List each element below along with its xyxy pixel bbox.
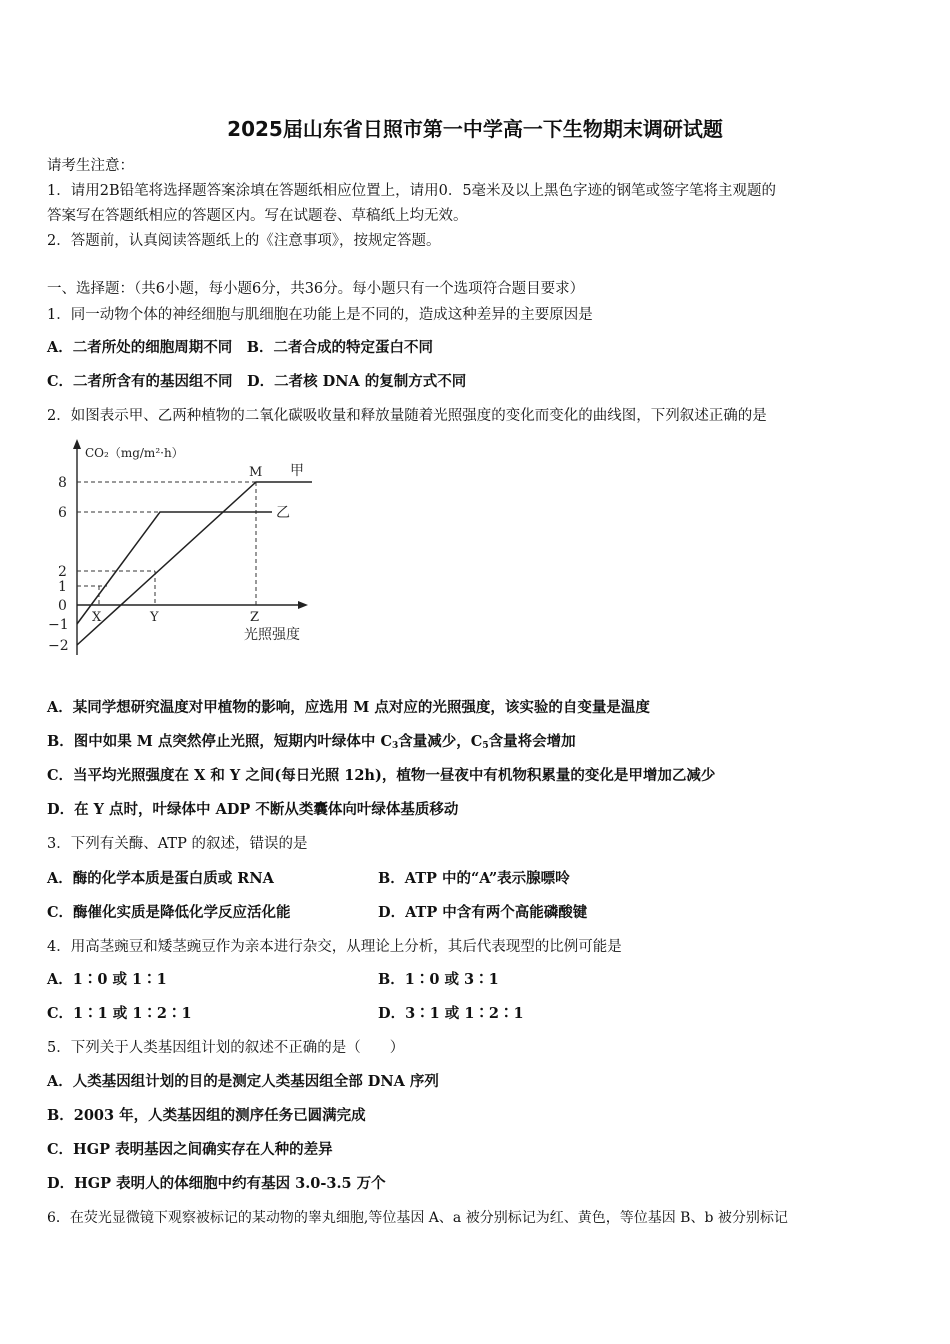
question-6-stem: 6．在荧光显微镜下观察被标记的某动物的睾丸细胞,等位基因 A、a 被分别标记为红、黄色，等位基因 B、b 被分别标记 (47, 1210, 788, 1226)
y-tick-neg2: −2 (48, 638, 69, 654)
y-tick-1: 1 (58, 579, 67, 595)
question-2-option-b: B．图中如果 M 点突然停止光照，短期内叶绿体中 $C_3$含量减少，$C_5$含量将会增加 (47, 733, 576, 751)
section-heading: 一、选择题：（共6小题，每小题6分，共36分。每小题只有一个选项符合题目要求） (47, 281, 585, 297)
notice-heading: 请考生注意： (47, 158, 134, 174)
notice-line-1: 1．请用2B铅笔将选择题答案涂填在答题纸相应位置上，请用0．5毫米及以上黑色字迹的钢笔或签字笔将主观题的 (47, 183, 777, 199)
question-3-option-d: D．ATP 中含有两个高能磷酸键 (378, 904, 588, 921)
x-tick-z: Z (250, 610, 260, 625)
question-2-option-d: D．在 Y 点时，叶绿体中 ADP 不断从类囊体向叶绿体基质移动 (47, 801, 459, 818)
x-axis-arrow (298, 601, 308, 609)
question-4-option-d: D．3∶1 或 1∶2∶1 (378, 1005, 524, 1022)
question-4-option-c: C．1∶1 或 1∶2∶1 (47, 1005, 192, 1022)
question-5-option-a: A．人类基因组计划的目的是测定人类基因组全部 DNA 序列 (47, 1073, 439, 1090)
question-2-stem: 2．如图表示甲、乙两种植物的二氧化碳吸收量和释放量随着光照强度的变化而变化的曲线图，下列叙述正确的是 (47, 408, 767, 424)
co2-light-chart (40, 435, 320, 665)
question-4-stem: 4．用高茎豌豆和矮茎豌豆作为亲本进行杂交，从理论上分析，其后代表现型的比例可能是 (47, 939, 622, 955)
series-yi-label: 乙 (276, 505, 290, 521)
question-1-options-ab: A．二者所处的细胞周期不同 B．二者合成的特定蛋白不同 (47, 339, 434, 356)
y-axis-label: CO₂（mg/m²·h） (85, 446, 184, 460)
question-3-option-b: B．ATP 中的“A”表示腺嘌呤 (378, 870, 570, 887)
question-5-option-d: D．HGP 表明人的体细胞中约有基因 3.0-3.5 万个 (47, 1175, 386, 1192)
y-tick-0: 0 (58, 598, 67, 614)
question-2-option-c: C．当平均光照强度在 X 和 Y 之间(每日光照 12h)，植物一昼夜中有机物积累量的变化是甲增加乙减少 (47, 767, 716, 784)
y-axis-arrow (73, 439, 81, 449)
question-4-option-b: B．1∶0 或 3∶1 (378, 971, 499, 988)
y-tick-6: 6 (58, 505, 67, 521)
series-yi-line (77, 512, 272, 624)
series-jia-label: 甲 (290, 463, 304, 479)
question-4-option-a: A．1∶0 或 1∶1 (47, 971, 167, 988)
point-m-label: M (249, 465, 263, 480)
question-5-option-c: C．HGP 表明基因之间确实存在人种的差异 (47, 1141, 333, 1158)
notice-line-1b: 答案写在答题纸相应的答题区内。写在试题卷、草稿纸上均无效。 (47, 208, 468, 224)
question-3-option-c: C．酶催化实质是降低化学反应活化能 (47, 904, 291, 921)
question-1-options-cd: C．二者所含有的基因组不同 D．二者核 DNA 的复制方式不同 (47, 373, 467, 390)
notice-line-2: 2．答题前，认真阅读答题纸上的《注意事项》，按规定答题。 (47, 233, 441, 249)
question-1-stem: 1．同一动物个体的神经细胞与肌细胞在功能上是不同的，造成这种差异的主要原因是 (47, 307, 593, 323)
question-3-option-a: A．酶的化学本质是蛋白质或 RNA (47, 870, 274, 887)
question-3-stem: 3．下列有关酶、ATP 的叙述，错误的是 (47, 836, 308, 852)
y-tick-8: 8 (58, 475, 67, 491)
x-tick-y: Y (150, 610, 159, 625)
y-tick-neg1: −1 (48, 617, 69, 633)
x-axis-label: 光照强度 (244, 627, 300, 643)
x-tick-x: X (92, 610, 102, 625)
question-5-stem: 5．下列关于人类基因组计划的叙述不正确的是（ ） (47, 1040, 405, 1056)
question-2-option-a: A．某同学想研究温度对甲植物的影响，应选用 M 点对应的光照强度，该实验的自变量是温度 (47, 699, 650, 716)
page-title: 2025届山东省日照市第一中学高一下生物期末调研试题 (227, 117, 723, 141)
y-tick-2: 2 (58, 564, 67, 580)
question-5-option-b: B．2003 年，人类基因组的测序任务已圆满完成 (47, 1107, 366, 1124)
